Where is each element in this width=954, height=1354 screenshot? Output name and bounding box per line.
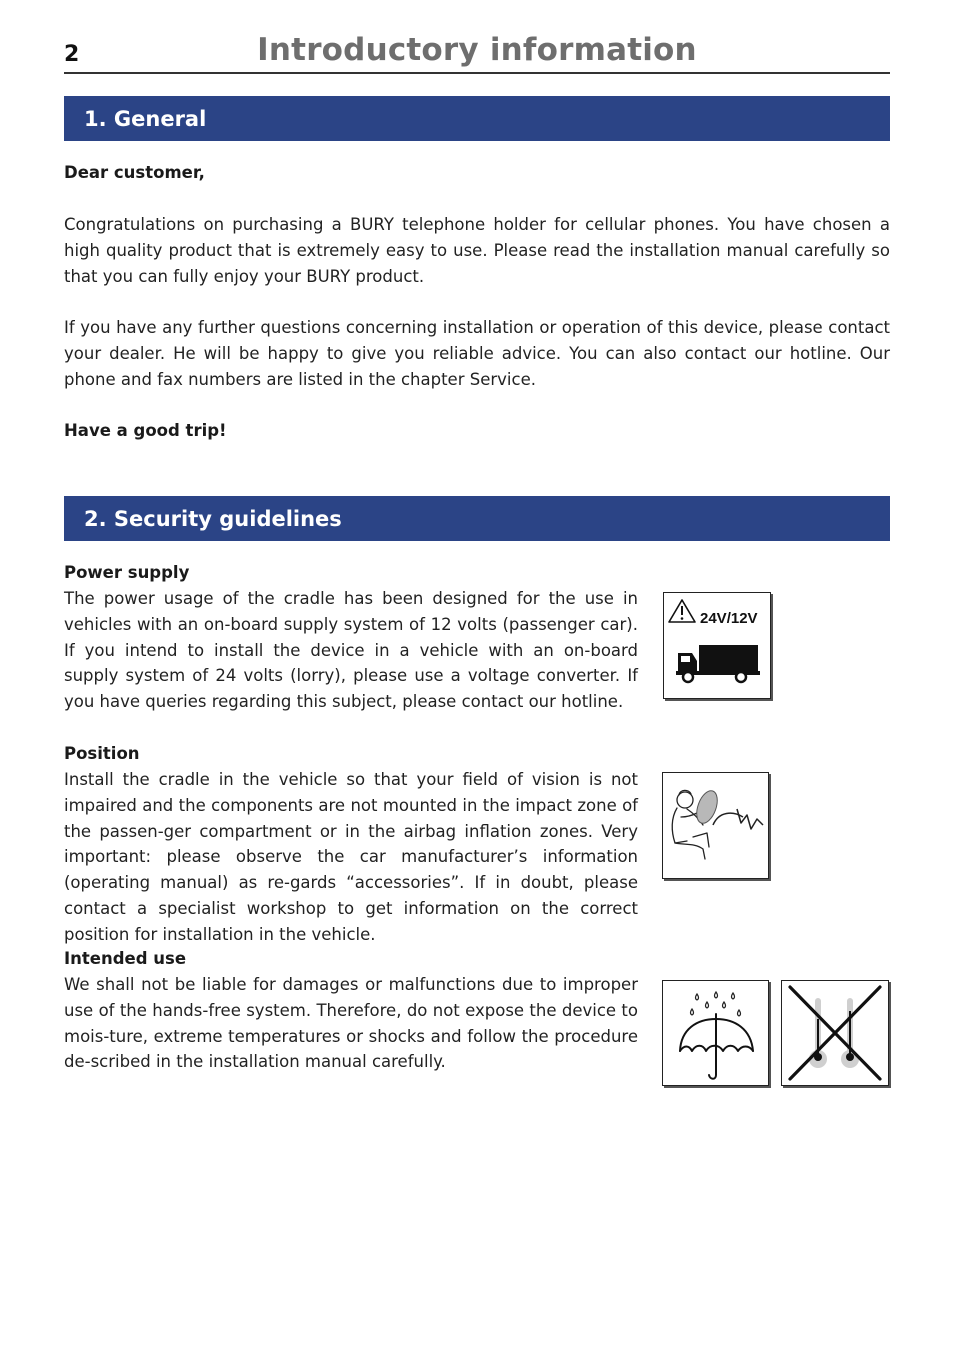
truck-icon	[676, 645, 760, 682]
voltage-label: 24V/12V	[700, 610, 758, 627]
intended-use-title: Intended use	[64, 949, 187, 968]
salutation: Dear customer,	[64, 163, 205, 182]
general-paragraph-2: If you have any further questions concerning installation or operation of this device, please contact your dealer. He will be happy to give you reliable advice. You can also contact our hotline. Our phone and fax numbers are listed in the chapter Service.	[64, 318, 890, 389]
umbrella-rain-icon	[662, 980, 769, 1086]
power-supply-text: The power usage of the cradle has been designed for the use in vehicles with an on-board supply system of 12 volts (passenger car). If you intend to install the device in a vehicle with an on-board supply system of 24 volts (lorry), please use a voltage converter. If you have queries regarding this subject, please contact our hotline.	[64, 589, 638, 712]
section-heading-security: 2. Security guidelines	[64, 496, 890, 541]
closing-line: Have a good trip!	[64, 421, 227, 440]
page-title: Introductory information	[257, 32, 697, 68]
position-title: Position	[64, 744, 140, 763]
airbag-impact-icon	[662, 772, 769, 879]
voltage-warning-icon	[663, 592, 771, 699]
position-text: Install the cradle in the vehicle so that your field of vision is not impaired and the components are not mounted in the impact zone of the passen-ger compartment or in the airbag inflation zones. Very important: please observe the car manufacturer’s information (operating manual) as re-gards “accessories”. If in doubt, please contact a specialist workshop to get information on the correct position for installation in the vehicle.	[64, 770, 638, 944]
page-number: 2	[64, 42, 80, 67]
title-rule	[64, 72, 890, 74]
no-extreme-temperature-icon	[781, 980, 889, 1086]
warning-triangle-icon	[669, 600, 695, 622]
power-supply-title: Power supply	[64, 563, 190, 582]
section-heading-general: 1. General	[64, 96, 890, 141]
general-paragraph-1: Congratulations on purchasing a BURY telephone holder for cellular phones. You have chosen a high quality product that is extremely easy to use. Please read the installation manual carefully so that you can fully enjoy your BURY product.	[64, 215, 890, 286]
intended-use-text: We shall not be liable for damages or malfunctions due to improper use of the hands-free system. Therefore, do not expose the device to mois-ture, extreme temperatures or shocks and follow the procedure de-scribed in the installation manual carefully.	[64, 975, 638, 1072]
